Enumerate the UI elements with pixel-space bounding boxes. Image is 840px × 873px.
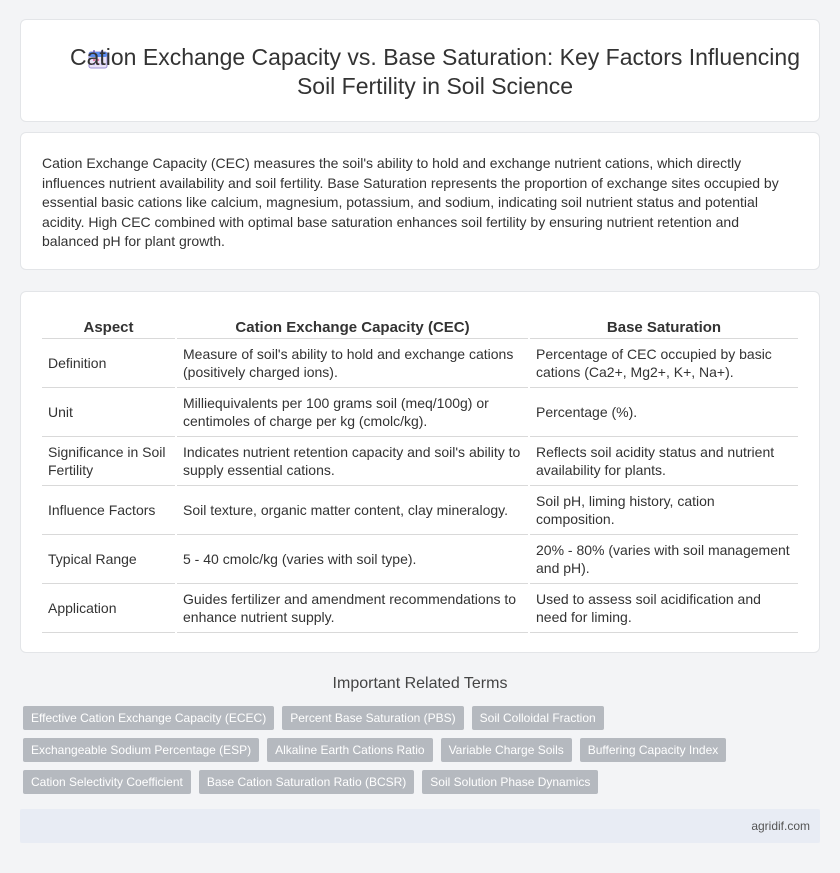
footer: [20, 809, 820, 843]
cell-cec: Milliequivalents per 100 grams soil (meq/100g) or centimoles of charge per kg (cmolc/kg).: [176, 387, 529, 436]
related-term-tag[interactable]: Exchangeable Sodium Percentage (ESP): [23, 738, 259, 762]
header-base-saturation: Base Saturation: [529, 316, 798, 338]
related-term-tag[interactable]: Base Cation Saturation Ratio (BCSR): [199, 770, 414, 794]
cell-base-saturation: Soil pH, liming history, cation composition.: [529, 485, 798, 534]
cell-aspect: Typical Range: [42, 534, 176, 583]
cell-cec: Soil texture, organic matter content, clay mineralogy.: [176, 485, 529, 534]
table-row: [42, 387, 798, 436]
intro-card: [20, 132, 820, 270]
cell-cec: Measure of soil's ability to hold and exchange cations (positively charged ions).: [176, 338, 529, 387]
table-row: [42, 485, 798, 534]
comparison-table-card: [20, 291, 820, 653]
comparison-table: [42, 316, 798, 633]
tag-row: [23, 706, 803, 730]
related-term-tag[interactable]: Buffering Capacity Index: [580, 738, 727, 762]
cell-base-saturation: Reflects soil acidity status and nutrient availability for plants.: [529, 436, 798, 485]
cell-cec: 5 - 40 cmolc/kg (varies with soil type).: [176, 534, 529, 583]
footer-site-link[interactable]: agridif.com: [751, 819, 810, 833]
cell-aspect: Definition: [42, 338, 176, 387]
table-row: [42, 338, 798, 387]
related-term-tag[interactable]: Percent Base Saturation (PBS): [282, 706, 463, 730]
related-terms-heading: Important Related Terms: [332, 675, 508, 692]
cell-base-saturation: 20% - 80% (varies with soil management and pH).: [529, 534, 798, 583]
tag-row: [23, 770, 803, 794]
related-term-tag[interactable]: Soil Colloidal Fraction: [472, 706, 604, 730]
related-term-tag[interactable]: Cation Selectivity Coefficient: [23, 770, 191, 794]
related-term-tag[interactable]: Soil Solution Phase Dynamics: [422, 770, 598, 794]
tag-row: [23, 738, 803, 762]
cell-cec: Guides fertilizer and amendment recommendations to enhance nutrient supply.: [176, 583, 529, 632]
intro-paragraph: Cation Exchange Capacity (CEC) measures the soil's ability to hold and exchange nutrient cations, which directly influences nutrient availability and soil fertility. Base Saturation represents the proportion of exchange sites occupied by essential basic cations like calcium, magnesium, potassium, and sodium, indicating soil nutrient status and potential acidity. High CEC combined with optimal base saturation enhances soil fertility by ensuring nutrient retention and balanced pH for plant growth.: [42, 155, 779, 249]
header-aspect: Aspect: [42, 316, 176, 338]
related-term-tag[interactable]: Effective Cation Exchange Capacity (ECEC): [23, 706, 274, 730]
title-card: [20, 19, 820, 122]
related-term-tag[interactable]: Alkaline Earth Cations Ratio: [267, 738, 432, 762]
cell-aspect: Unit: [42, 387, 176, 436]
cell-aspect: Influence Factors: [42, 485, 176, 534]
cell-base-saturation: Percentage (%).: [529, 387, 798, 436]
table-row: [42, 436, 798, 485]
related-terms-list: [23, 706, 803, 802]
cell-aspect: Significance in Soil Fertility: [42, 436, 176, 485]
cell-aspect: Application: [42, 583, 176, 632]
cell-cec: Indicates nutrient retention capacity and soil's ability to supply essential cations.: [176, 436, 529, 485]
page-title: Cation Exchange Capacity vs. Base Saturation: Key Factors Influencing Soil Fertility in Soil Science: [69, 44, 800, 99]
table-row: [42, 534, 798, 583]
cell-base-saturation: Used to assess soil acidification and need for liming.: [529, 583, 798, 632]
cell-base-saturation: Percentage of CEC occupied by basic cations (Ca2+, Mg2+, K+, Na+).: [529, 338, 798, 387]
table-row: [42, 583, 798, 632]
header-cec: Cation Exchange Capacity (CEC): [176, 316, 529, 338]
table-header-row: [42, 316, 798, 338]
related-term-tag[interactable]: Variable Charge Soils: [441, 738, 572, 762]
